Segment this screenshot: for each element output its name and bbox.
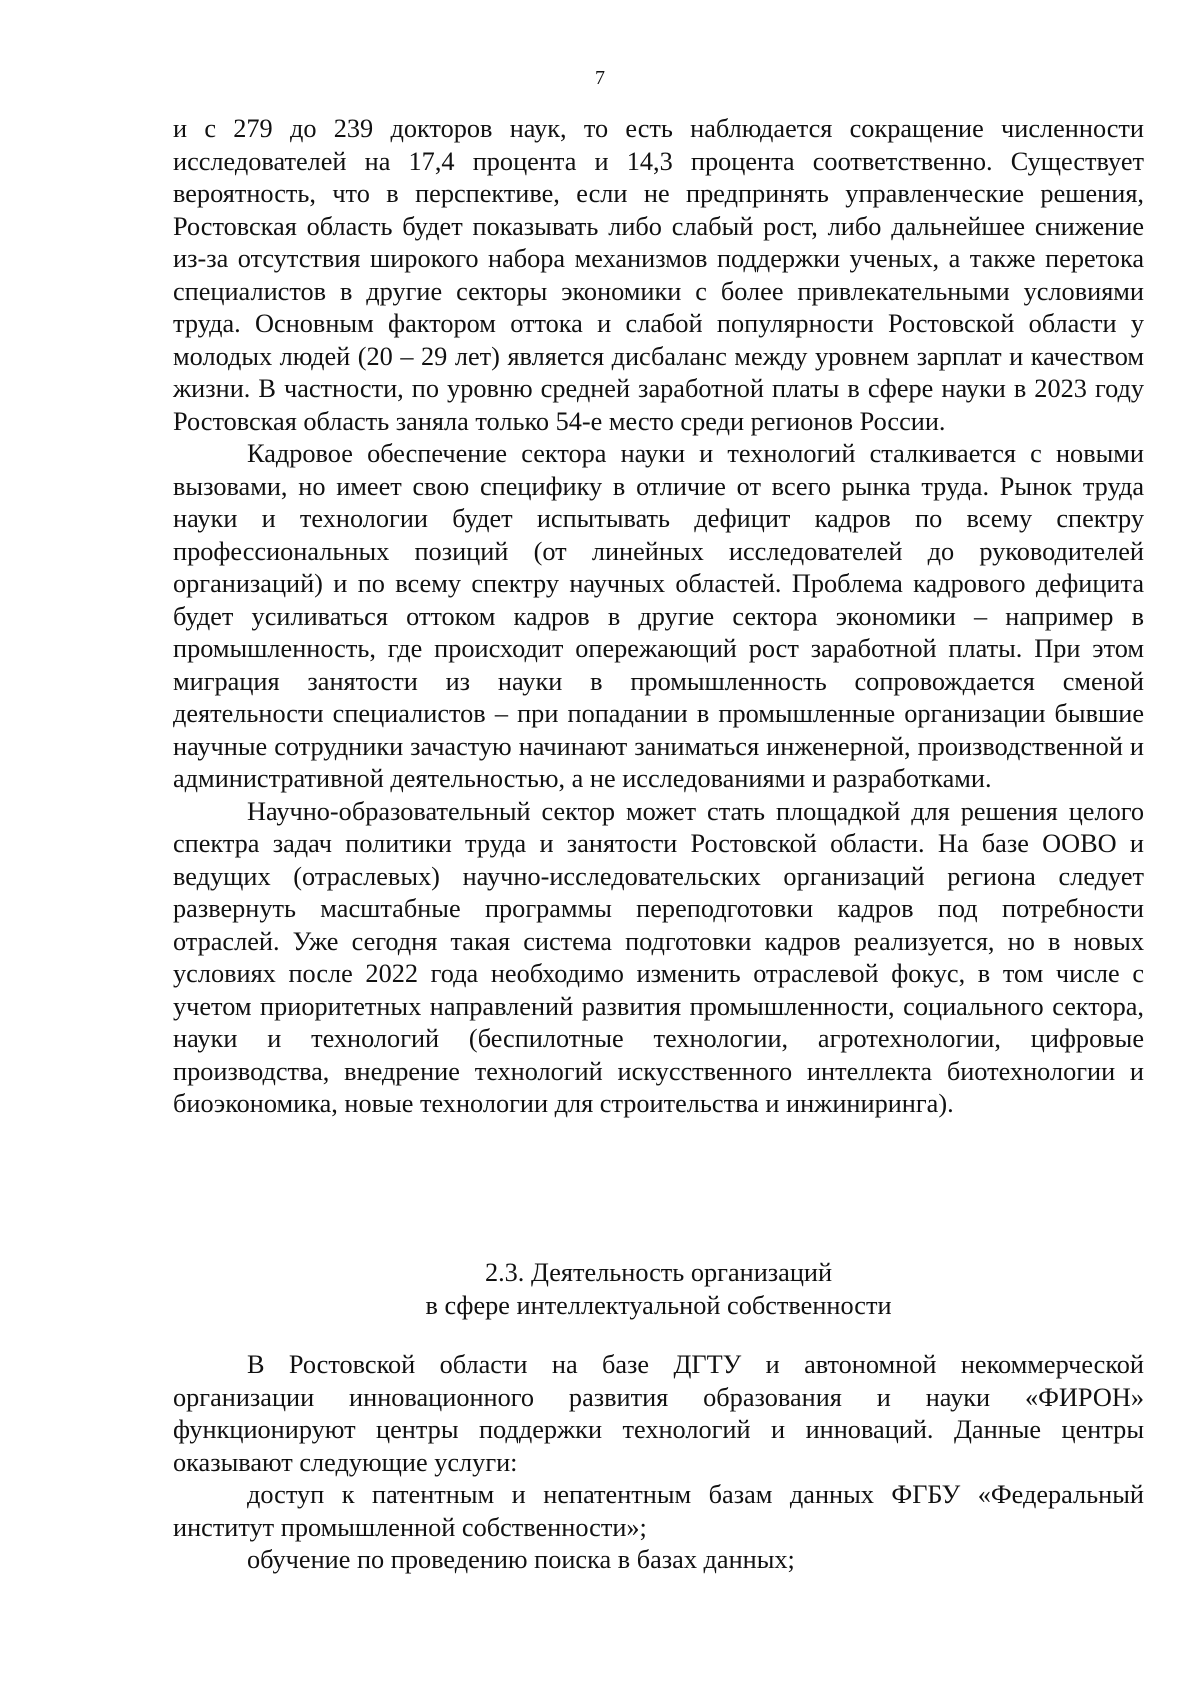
paragraph: и с 279 до 239 докторов наук, то есть наблюдается сокращение численности исследователей на 17,4 процента и 14,3 процента соответственно. Существует вероятность, что в перспективе, если не предпринять управленческие решения, Ростовская область будет показывать либо слабый рост, либо дальнейшее снижение из-за отсутствия широкого набора механизмов поддержки ученых, а также перетока специалистов в другие секторы экономики с более привлекательными условиями труда. Основным фактором оттока и слабой популярности Ростовской области у молодых людей (20 – 29 лет) является дисбаланс между уровнем зарплат и качеством жизни. В частности, по уровню средней заработной платы в сфере науки в 2023 году Ростовская область заняла только 54-е место среди регионов России.	[173, 114, 1144, 436]
page-number: 7	[595, 67, 605, 89]
paragraph: Кадровое обеспечение сектора науки и технологий сталкивается с новыми вызовами, но имеет свою специфику в отличие от всего рынка труда. Рынок труда науки и технологии будет испытывать дефицит кадров по всему спектру профессиональных позиций (от линейных исследователей до руководителей организаций) и по всему спектру научных областей. Проблема кадрового дефицита будет усиливаться оттоком кадров в другие сектора экономики – например в промышленность, где происходит опережающий рост заработной платы. При этом миграция занятости из науки в промышленность сопровождается сменой деятельности специалистов – при попадании в промышленные организации бывшие научные сотрудники зачастую начинают заниматься инженерной, производственной и административной деятельностью, а не исследованиями и разработками.	[173, 439, 1144, 793]
list-paragraph: обучение по проведению поиска в базах данных;	[247, 1545, 795, 1574]
list-paragraph: доступ к патентным и непатентным базам данных ФГБУ «Федеральный институт промышленной собственности»;	[173, 1480, 1144, 1542]
paragraph: В Ростовской области на базе ДГТУ и автономной некоммерческой организации инновационного развития образования и науки «ФИРОН» функционируют центры поддержки технологий и инноваций. Данные центры оказывают следующие услуги:	[173, 1350, 1144, 1477]
paragraph: Научно-образовательный сектор может стать площадкой для решения целого спектра задач политики труда и занятости Ростовской области. На базе ООВО и ведущих (отраслевых) научно-исследовательских организаций региона следует развернуть масштабные программы переподготовки кадров под потребности отраслей. Уже сегодня такая система подготовки кадров реализуется, но в новых условиях после 2022 года необходимо изменить отраслевой фокус, в том числе с учетом приоритетных направлений развития промышленности, социального сектора, науки и технологий (беспилотные технологии, агротехнологии, цифровые производства, внедрение технологий искусственного интеллекта биотехнологии и биоэкономика, новые технологии для строительства и инжиниринга).	[173, 796, 1144, 1118]
section-heading-line-1: 2.3. Деятельность организаций	[484, 1258, 833, 1287]
body-text-bottom	[173, 1349, 1144, 1577]
section-heading-line-2: в сфере интеллектуальной собственности	[425, 1290, 892, 1320]
body-text-top	[173, 113, 1144, 1121]
section-heading	[173, 1257, 1144, 1322]
